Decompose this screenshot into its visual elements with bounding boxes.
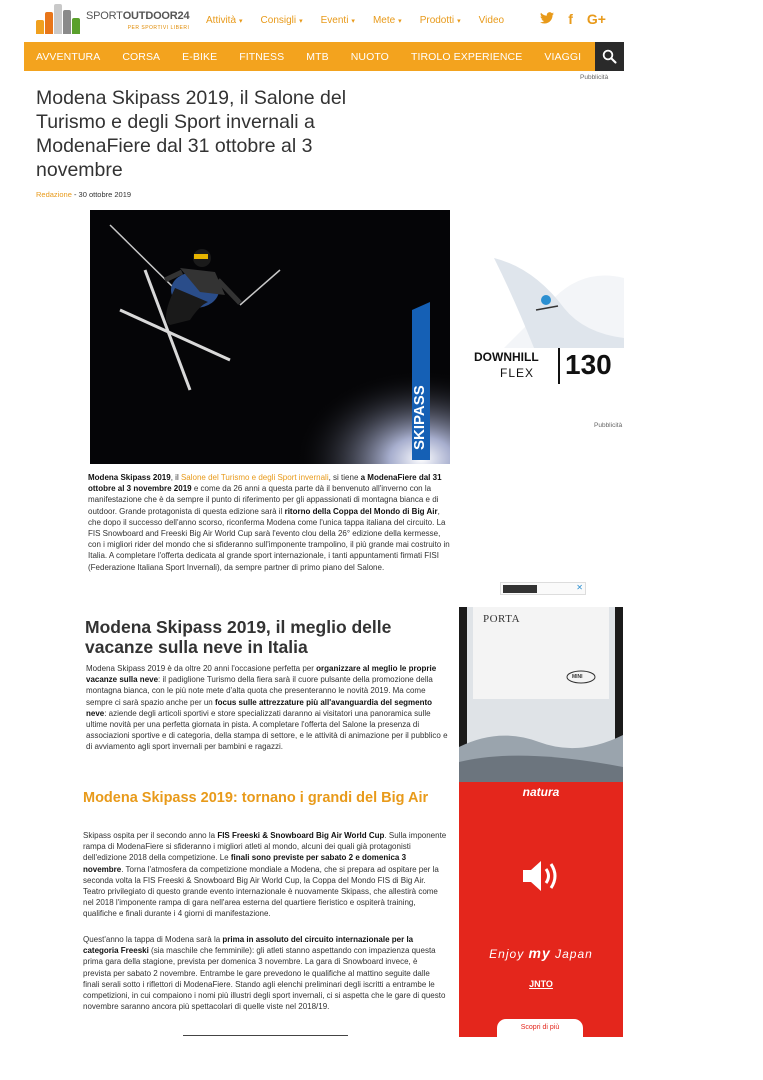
ad-scopri-button[interactable]: Scopri di più [497, 1019, 583, 1037]
nav-consigli[interactable]: Consigli ▾ [260, 15, 303, 26]
nav-attivita[interactable]: Attività ▾ [206, 15, 243, 26]
ad-label: Pubblicità [580, 74, 609, 81]
hero-banner-text: SKIPASS [411, 385, 428, 450]
article-date: 30 ottobre 2019 [78, 190, 132, 199]
menu-mtb[interactable]: MTB [306, 50, 329, 63]
social-links [540, 11, 606, 27]
nav-video[interactable]: Video [478, 15, 505, 26]
ad-close-icon[interactable]: ✕ [576, 583, 583, 592]
chevron-down-icon: ▾ [351, 18, 355, 25]
search-icon [602, 49, 617, 64]
ad-mini-car-panel [459, 607, 623, 782]
divider [183, 1035, 348, 1036]
freeski-paragraph: Quest'anno la tappa di Modena sarà la prima in assoluto del circuito internazionale per la categoria Freeski (sia maschile che femminile): gli atleti stanno aspettando con impazienza questa prima gara della stagione, prevista per domenica 3 novembre. La gara di Snowboard invece, è prevista per sabato 2 novembre. Entrambe le gare prevedono le qualifiche al mattino seguite dalle finali serali sotto i riflettori di ModenaFiere. Stando agli elenchi preliminari degli iscritti a entrambe le competizioni, in cui compaiono i nomi più illustri degli sport invernali, ci si aspetta che le gare di questo novembre saranno ancora più spettacolari di quelle viste nel 2018/19. [83, 935, 446, 1012]
article-title: Modena Skipass 2019, il Salone del Turismo e degli Sport invernali a ModenaFiere dal 31 ottobre al 3 novembre [36, 87, 347, 181]
ad-downhill-line2: FLEX [500, 366, 535, 380]
salone-link[interactable]: Salone del Turismo e degli Sport invernali [180, 473, 329, 482]
nav-eventi[interactable]: Eventi ▾ [320, 15, 355, 26]
hero-image [90, 210, 450, 464]
menu-tirolo-experience[interactable]: TIROLO EXPERIENCE [410, 50, 523, 63]
section-heading-vacanze: Modena Skipass 2019, il meglio delle vacanze sulla neve in Italia [85, 617, 392, 657]
ad-porta-text: PORTA [483, 613, 521, 625]
chevron-down-icon: ▾ [239, 18, 243, 25]
ad-downhill-photo [474, 238, 624, 348]
logo-mark-icon [36, 4, 82, 34]
chevron-down-icon: ▾ [299, 18, 303, 25]
twitter-icon[interactable] [540, 11, 554, 27]
category-menu [24, 42, 624, 71]
skier-photo [90, 210, 450, 464]
ad-tall-banner[interactable] [459, 607, 623, 1037]
top-nav [206, 15, 522, 26]
ad-downhill-banner[interactable] [474, 238, 624, 388]
ad-downhill-line1: DOWNHILL [474, 350, 539, 364]
chevron-down-icon: ▾ [398, 18, 402, 25]
menu-e-bike[interactable]: E-BIKE [182, 50, 218, 63]
nav-prodotti[interactable]: Prodotti ▾ [419, 15, 461, 26]
big-air-paragraph: Skipass ospita per il secondo anno la FIS Freeski & Snowboard Big Air World Cup. Sulla imponente rampa di ModenaFiere si sfideranno i migliori atleti al mondo, alcuni dei quali già protagonisti dell'edizione 2018 della competizione. Le finali sono previste per sabato 2 e domenica 3 novembre. Torna l'atmosfera da competizione mondiale a Modena, che si prepara ad ospitare per la seconda volta la FIS Freeski & Snowboard Big Air World Cup, la Coppa del Mondo FIS di Big Air. Teatro privilegiato di questo grande evento internazionale è nuovamente Skipass, che allestirà come nel 2018 l'imponente rampa di gara nell'area esterna del quartiere fieristico e ospiterà training, qualifiche e finali durante i 4 giorni di manifestazione. [83, 831, 447, 919]
ad-jnto-logo: JNTO [529, 979, 553, 989]
ad-japan-panel [459, 782, 623, 1037]
ad-label: Pubblicità [594, 422, 623, 429]
author-link[interactable]: Redazione [36, 190, 72, 199]
ad-natura-text: natura [522, 785, 560, 799]
google-plus-icon[interactable]: G+ [586, 11, 606, 27]
sound-icon[interactable] [519, 854, 563, 898]
logo-text-sport: SPORT [86, 10, 123, 22]
article-meta: Redazione - 30 ottobre 2019 [36, 190, 132, 199]
logo-text-outdoor: OUTDOOR24 [122, 10, 190, 22]
menu-nuoto[interactable]: NUOTO [350, 50, 389, 63]
ad-enjoy-japan: Enjoy my Japan [489, 945, 593, 961]
mini-logo-icon: MINI [572, 674, 583, 680]
ad-small-banner[interactable] [500, 582, 586, 595]
menu-avventura[interactable]: AVVENTURA [36, 50, 101, 63]
menu-fitness[interactable]: FITNESS [239, 50, 285, 63]
menu-viaggi[interactable]: VIAGGI [544, 50, 582, 63]
site-logo[interactable] [36, 4, 189, 34]
section-heading-big-air: Modena Skipass 2019: tornano i grandi del Big Air [83, 790, 429, 806]
search-button[interactable] [595, 42, 624, 71]
chevron-down-icon: ▾ [457, 18, 461, 25]
vacanze-paragraph: Modena Skipass 2019 è da oltre 20 anni l'occasione perfetta per organizzare al meglio le proprie vacanze sulla neve: il padiglione Turismo della fiera sarà il cuore pulsante della promozione della montagna bianca, con le più note mete d'alta quota che presenteranno le novità 2019. Ma come sempre ci sarà spazio anche per un focus sulle attrezzature più all'avanguardia del segmento neve: aziende degli articoli sportivi e store specializzati daranno ai visitatori una panoramica sulle ultime novità per una perfetta giornata in pista. A completare l'offerta del Salone la presenza di associazioni sportive e di categoria, della stampa di settore, e le attività di animazione per il pubblico e di avviamento agli sport invernali per bambini e ragazzi. [86, 664, 448, 752]
logo-tagline: PER SPORTIVI LIBERI [127, 25, 190, 31]
facebook-icon[interactable]: f [568, 11, 573, 27]
ad-downhill-number: 130 [565, 349, 612, 380]
intro-paragraph: Modena Skipass 2019, il Salone del Turismo e degli Sport invernali, si tiene a ModenaFiere dal 31 ottobre al 3 novembre 2019 e come da 26 anni a questa parte dà il benvenuto all'inverno con la manifestazione che è da sempre il punto di riferimento per gli appassionati di montagna bianca e di outdoor. Grande protagonista di questa edizione sarà il ritorno della Coppa del Mondo di Big Air, che dopo il successo dell'anno scorso, riconferma Modena come l'unica tappa italiana del circuito. La FIS Snowboard and Freeski Big Air World Cup sarà l'evento clou della 26° edizione della kermesse, con i migliori rider del mondo che si sfideranno sull'imponente trampolino, il più grande mai costruito in Italia. A completare l'offerta dedicata al grande sport internazionale, i tanti appuntamenti firmati FISI (Federazione Italiana Sport Invernali), da sempre partner di primo piano del Salone. [88, 473, 450, 572]
menu-corsa[interactable]: CORSA [122, 50, 161, 63]
nav-mete[interactable]: Mete ▾ [372, 15, 402, 26]
top-bar [24, 0, 624, 42]
